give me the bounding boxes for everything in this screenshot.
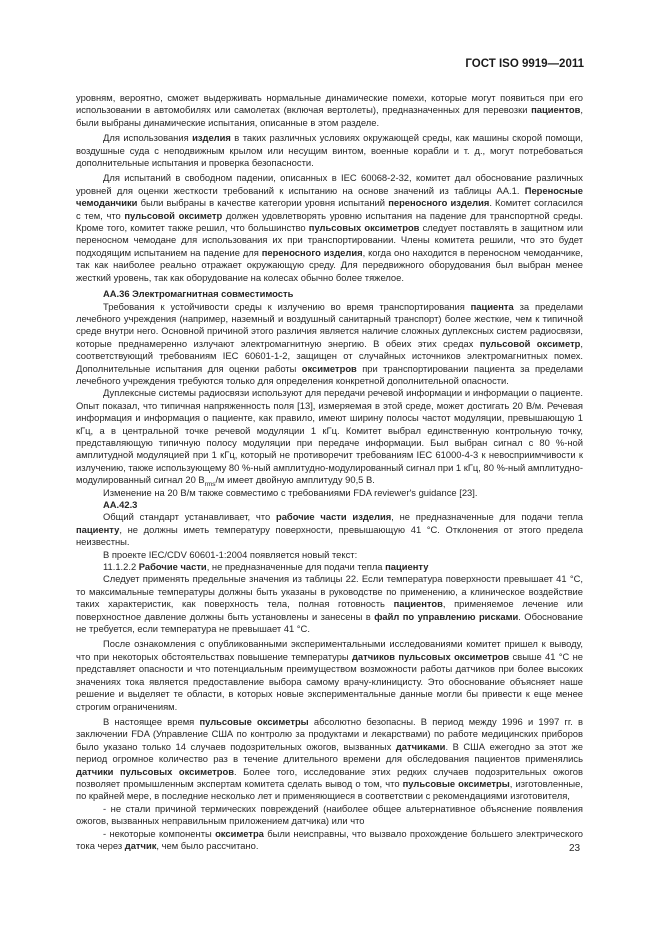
- section-heading: АА.36 Электромагнитная совместимость: [103, 288, 294, 300]
- list-item: - не стали причиной термических повреждений (наиболее общее альтернативное объяснение появления ожогов, вызванных неправильным приложением датчика) или что: [76, 802, 583, 827]
- quoted-clause-title: 11.1.2.2 Рабочие части, не предназначенные для подачи тепла пациенту: [103, 561, 429, 573]
- paragraph: Общий стандарт устанавливает, что рабочие части изделия, не предназначенные для подачи тепла пациенту, не должны иметь температуру поверхности, превышающую 41 °С. Отклонения от этого предела неизвестны.: [76, 511, 584, 548]
- paragraph: Дуплексные системы радиосвязи используют для передачи речевой информации и информации о пациенте. Опыт показал, что типичная напряженность поля [13], измеряемая в этой среде, может достигать 20 В/м. Речевая информация и информация о пациенте, как правило, имеют ширину полосы частот модуляции, превышающую 1 кГц, а в центральной точке речевой модуляции 1 кГц. Комитет выбрал единственную контрольную точку, представляющую типичную полосу модуляции при передаче информации. Был выбран сигнал с 80 %-ной амплитудной модуляцией при 1 кГц, который не противоречит требованиям IEC 61000-4-3 к невосприимчивости к излучению, также использующему 80 %-ный амплитудно-модулированный сигнал при 1 кГц, 80 %-ный амплитудно-модулированный сигнал 20 $В_{rms}/м$ имеет двойную амплитуду 90,5 В.: [76, 387, 583, 489]
- document-header: ГОСТ ISO 9919—2011: [465, 58, 584, 70]
- paragraph: Требования к устойчивости среды к излучению во время транспортирования пациента за пределами лечебного учреждения (например, наземный и воздушный санитарный транспорт) более жесткие, чем к типичной среде внутри него. Основной причиной этого различия является наличие сложных дуплексных систем радиосвязи, которые преднамеренно излучают электромагнитную энергию. В обеих этих средах пульсовой оксиметр, соответствующий требованиям IEC 60601-1-2, защищен от случайных источников электромагнитных помех. Дополнительные испытания для оценки работы оксиметров при транспортировании пациента за пределами лечебного учреждения требуются только для определения конкретной дополнительной опасности.: [76, 300, 583, 386]
- section-heading: АА.42.3: [103, 499, 138, 510]
- paragraph: уровням, вероятно, сможет выдерживать нормальные динамические помехи, которые могут появиться при его использовании в автомобилях или самолетах (включая вертолеты), предназначенных для перевозки пациентов, были выбраны динамические испытания, описанные в этом разделе.: [76, 92, 583, 128]
- document-body: [76, 92, 583, 852]
- paragraph: Для испытаний в свободном падении, описанных в IEC 60068-2-32, комитет дал обоснование различных уровней для оценки жесткости требований к испытанию на основе значений из таблицы АА.1. Переносные чемоданчики были выбраны в качестве категории уровня испытаний переносного изделия. Комитет согласился с тем, что пульсовой оксиметр должен удовлетворять уровню испытания на падение для транспортной среды. Кроме того, комитет также решил, что большинство пульсовых оксиметров следует поставлять в защитном или переносном чемодане для использования их при транспортировании. Члены комитета решили, что это будет подходящим испытанием на падение для переносного изделия, когда оно находится в переносном чемоданчике, так как наиболее реально отражает окружающую среду. Для передвижного оборудования был выбран менее жесткий уровень, так как оборудование на колесах обычно более тяжелое.: [76, 172, 584, 283]
- paragraph: Для использования изделия в таких различных условиях окружающей среды, как машины скорой помощи, воздушные суда с неподвижным крылом или несущим винтом, военные корабли и т. д., могут потребоваться дополнительные испытания и проверка безопасности.: [76, 132, 583, 169]
- paragraph: Изменение на 20 В/м также совместимо с требованиями FDA reviewer's guidance [23].: [103, 486, 478, 498]
- list-item: - некоторые компоненты оксиметра были неисправны, что вызвало прохождение большего электрического тока через датчик, чем было рассчитано.: [76, 827, 583, 851]
- paragraph: После ознакомления с опубликованными экспериментальными исследованиями комитет пришел к выводу, что при некоторых обстоятельствах повышение температуры датчиков пульсовых оксиметров свыше 41 °С не представляет опасности и что потенциальным преимуществом возможности работы датчиков при более высоких значениях тока является предоставление выбора самому врачу-клиницисту. Это обоснование объясняет наше решение и выделяет те области, в которых новые экспериментальные данные могли бы привести к еще менее строгим ограничениям.: [76, 638, 584, 712]
- paragraph: В настоящее время пульсовые оксиметры абсолютно безопасны. В период между 1996 и 1997 гг. в заключении FDA (Управление США по контролю за продуктами и лекарствами) по работе медицинских приборов было указано только 14 случаев подозрительных ожогов, вызванных датчиками. В США ежегодно за этот же период огромное количество раз в течение длительного времени для обследования пациентов применялись датчики пульсовых оксиметров. Более того, исследование этих редких случаев подозрительных ожогов позволяет промышленным экспертам комитета сделать вывод о том, что пульсовые оксиметры, изготовленные, по крайней мере, в последние несколько лет и применяющиеся в соответствии с рекомендациями изготовителя,: [76, 715, 584, 802]
- paragraph: В проекте IEC/CDV 60601-1:2004 появляется новый текст:: [103, 548, 358, 560]
- page-number: 23: [569, 843, 581, 854]
- paragraph: Следует применять предельные значения из таблицы 22. Если температура поверхности превышает 41 °С, то максимальные температуры должны быть указаны в руководстве по применению, а клиническое воздействие таких характеристик, как поверхность тела, полная готовность пациентов, применяемое лечение или поверхностное давление должны быть установлены и занесены в файл по управлению рисками. Обоснование не требуется, если температура не превышает 41 °С.: [76, 573, 584, 635]
